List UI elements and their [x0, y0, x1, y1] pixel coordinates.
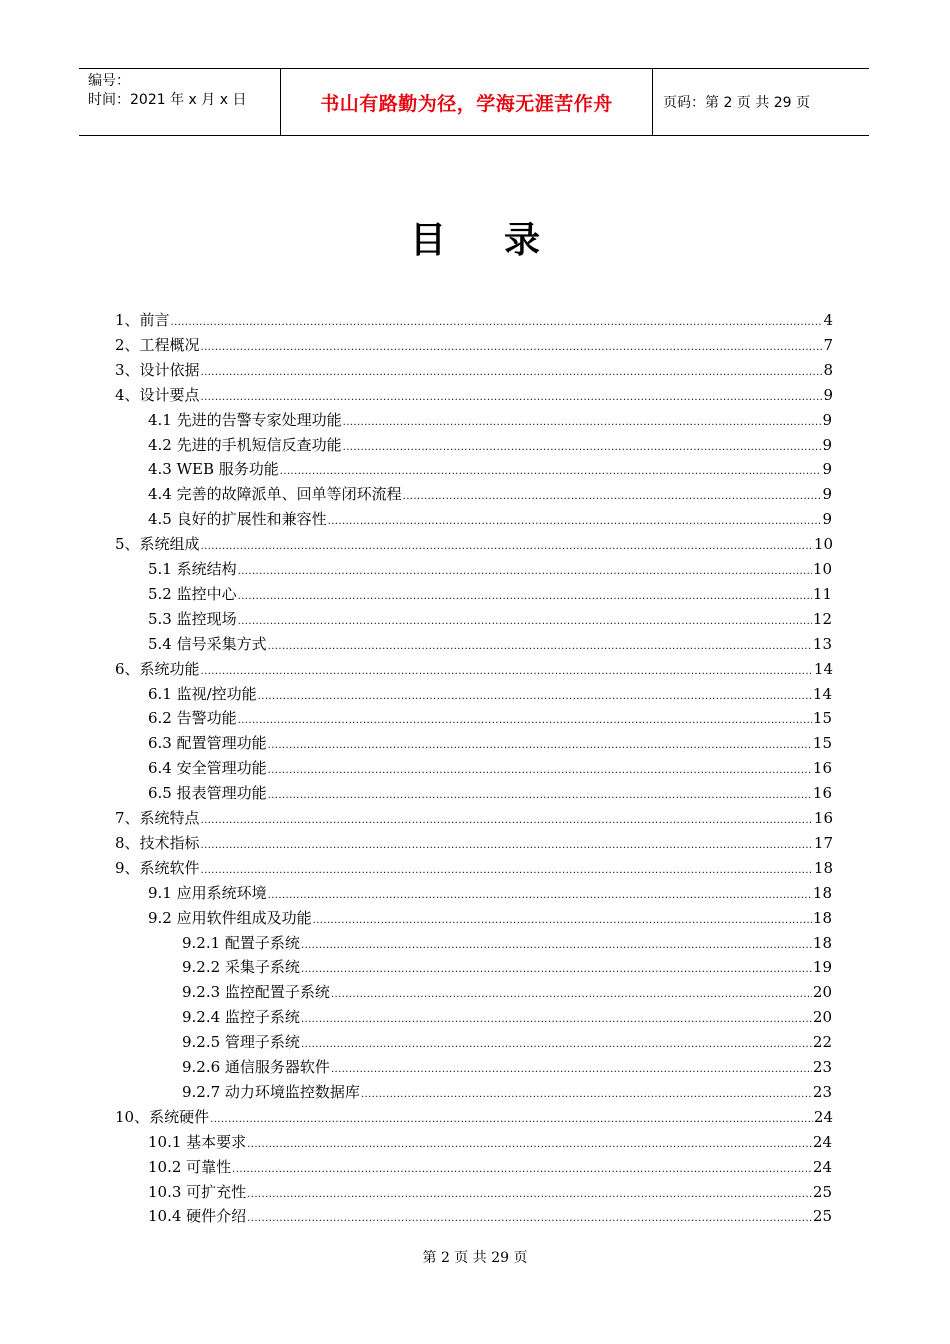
toc-entry-page: 18 [813, 859, 833, 877]
toc-entry-title: 4.2 先进的手机短信反查功能 [148, 436, 342, 454]
toc-entry[interactable] [115, 1105, 833, 1130]
toc-entry-title: 6.4 安全管理功能 [148, 759, 267, 777]
toc-entry[interactable] [148, 457, 832, 482]
toc-leader-dots [247, 1206, 812, 1231]
toc-entry[interactable] [182, 1055, 832, 1080]
toc-leader-dots [201, 808, 813, 833]
toc-leader-dots [268, 733, 812, 758]
toc-entry-page: 7 [823, 336, 833, 354]
toc-entry-title: 6.1 监视/控功能 [148, 685, 257, 703]
toc-leader-dots [238, 584, 812, 609]
toc-entry[interactable] [115, 657, 833, 682]
toc-entry-page: 9 [822, 460, 832, 478]
toc-leader-dots [331, 1057, 812, 1082]
toc-entry-page: 24 [813, 1108, 833, 1126]
toc-leader-dots [201, 858, 813, 883]
toc-entry-page: 8 [823, 361, 833, 379]
toc-entry[interactable] [115, 333, 833, 358]
toc-entry[interactable] [182, 980, 832, 1005]
toc-entry[interactable] [148, 607, 832, 632]
number-label: 编号： [88, 73, 130, 89]
toc-entry-page: 16 [813, 809, 833, 827]
toc-leader-dots [331, 982, 812, 1007]
toc-leader-dots [301, 957, 812, 982]
toc-entry[interactable] [148, 881, 832, 906]
toc-entry-title: 4.3 WEB 服务功能 [148, 460, 279, 478]
toc-leader-dots [201, 534, 813, 559]
toc-entry-page: 11 [812, 585, 832, 603]
toc-entry-title: 8、技术指标 [115, 834, 200, 852]
toc-entry[interactable] [148, 706, 832, 731]
toc-entry-title: 9.2.4 监控子系统 [182, 1008, 300, 1026]
toc-entry[interactable] [182, 1080, 832, 1105]
toc-entry-page: 9 [822, 411, 832, 429]
header-meta [79, 69, 281, 135]
toc-entry[interactable] [148, 557, 832, 582]
toc-entry-page: 24 [812, 1158, 832, 1176]
toc-entry[interactable] [148, 582, 832, 607]
toc-entry-title: 10.4 硬件介绍 [148, 1207, 247, 1225]
toc-leader-dots [268, 634, 812, 659]
toc-leader-dots [313, 908, 812, 933]
toc-entry-page: 23 [812, 1058, 832, 1076]
toc-entry[interactable] [148, 1180, 832, 1205]
toc-entry-title: 9.2.2 采集子系统 [182, 958, 300, 976]
toc-entry-title: 6.5 报表管理功能 [148, 784, 267, 802]
toc-entry-page: 12 [812, 610, 832, 628]
toc-entry[interactable] [148, 731, 832, 756]
toc-entry-title: 10.3 可扩充性 [148, 1183, 247, 1201]
toc-entry[interactable] [148, 1204, 832, 1229]
toc-entry-page: 25 [812, 1207, 832, 1225]
toc-entry-page: 18 [812, 909, 832, 927]
toc-entry-page: 10 [813, 535, 833, 553]
toc-leader-dots [268, 783, 812, 808]
toc-entry-title: 5.4 信号采集方式 [148, 635, 267, 653]
toc-entry-title: 6.2 告警功能 [148, 709, 237, 727]
toc-leader-dots [171, 310, 823, 335]
toc-entry-page: 18 [812, 934, 832, 952]
toc-entry-title: 1、前言 [115, 311, 170, 329]
toc-entry[interactable] [148, 1155, 832, 1180]
toc-entry-title: 6、系统功能 [115, 660, 200, 678]
page-header [79, 68, 869, 136]
toc-entry-title: 6.3 配置管理功能 [148, 734, 267, 752]
toc-leader-dots [361, 1082, 812, 1107]
toc-entry-page: 9 [822, 485, 832, 503]
toc-entry-page: 14 [813, 660, 833, 678]
toc-entry[interactable] [148, 482, 832, 507]
toc-entry[interactable] [115, 532, 833, 557]
toc-leader-dots [268, 883, 812, 908]
time-text: 时间：2021 年 x 月 x 日 [88, 92, 247, 108]
toc-leader-dots [201, 833, 813, 858]
toc-entry[interactable] [148, 906, 832, 931]
toc-entry-page: 16 [812, 759, 832, 777]
toc-entry-title: 5.2 监控中心 [148, 585, 237, 603]
toc-entry[interactable] [148, 756, 832, 781]
toc-entry[interactable] [182, 955, 832, 980]
toc-leader-dots [301, 1032, 812, 1057]
toc-leader-dots [210, 1107, 813, 1132]
toc-leader-dots [238, 559, 812, 584]
toc-entry[interactable] [148, 408, 832, 433]
toc-entry-page: 24 [812, 1133, 832, 1151]
toc-entry-title: 4.4 完善的故障派单、回单等闭环流程 [148, 485, 402, 503]
toc-entry-page: 20 [812, 983, 832, 1001]
toc-entry-title: 7、系统特点 [115, 809, 200, 827]
page-title: 目录 [409, 220, 598, 261]
toc-entry[interactable] [148, 632, 832, 657]
toc-entry-title: 9.2.3 监控配置子系统 [182, 983, 330, 1001]
toc-entry-title: 9.2.6 通信服务器软件 [182, 1058, 330, 1076]
toc-entry[interactable] [182, 1005, 832, 1030]
toc-entry-page: 9 [822, 436, 832, 454]
toc-entry-page: 22 [812, 1033, 832, 1051]
toc-entry-title: 9.2.7 动力环境监控数据库 [182, 1083, 360, 1101]
toc-entry-title: 5.1 系统结构 [148, 560, 237, 578]
toc-entry-page: 23 [812, 1083, 832, 1101]
toc-entry-title: 9.2.1 配置子系统 [182, 934, 300, 952]
toc-leader-dots [201, 335, 823, 360]
toc-entry[interactable] [115, 383, 833, 408]
toc-leader-dots [268, 758, 812, 783]
toc-entry-page: 19 [812, 958, 832, 976]
header-page-info: 页码：第 2 页 共 29 页 [663, 95, 810, 111]
toc-entry-page: 9 [823, 386, 833, 404]
toc-leader-dots [247, 1132, 812, 1157]
toc-entry[interactable] [148, 781, 832, 806]
toc-leader-dots [343, 410, 822, 435]
toc-entry[interactable] [148, 433, 832, 458]
toc-leader-dots [403, 484, 822, 509]
toc-entry[interactable] [148, 682, 832, 707]
toc-entry[interactable] [148, 507, 832, 532]
toc-entry-page: 17 [813, 834, 833, 852]
toc-entry-title: 9.2.5 管理子系统 [182, 1033, 300, 1051]
toc-leader-dots [201, 385, 823, 410]
toc-leader-dots [201, 659, 813, 684]
toc-entry-page: 15 [812, 709, 832, 727]
toc-entry-page: 14 [812, 685, 832, 703]
toc-entry-title: 4、设计要点 [115, 386, 200, 404]
toc-entry-title: 3、设计依据 [115, 361, 200, 379]
toc-entry[interactable] [182, 1030, 832, 1055]
toc-entry-title: 10、系统硬件 [115, 1108, 210, 1126]
toc-entry-page: 18 [812, 884, 832, 902]
header-motto: 书山有路勤为径，学海无涯苦作舟 [281, 69, 653, 135]
toc-entry-title: 9、系统软件 [115, 859, 200, 877]
toc-entry-title: 5.3 监控现场 [148, 610, 237, 628]
toc-entry[interactable] [115, 831, 833, 856]
toc-entry[interactable] [115, 308, 833, 333]
page-footer: 第 2 页 共 29 页 [422, 1250, 528, 1266]
toc-leader-dots [280, 459, 822, 484]
toc-entry-page: 16 [812, 784, 832, 802]
toc-entry-title: 5、系统组成 [115, 535, 200, 553]
toc-entry-page: 4 [823, 311, 833, 329]
toc-entry-page: 20 [812, 1008, 832, 1026]
toc-entry-page: 13 [812, 635, 832, 653]
toc-entry[interactable] [182, 931, 832, 956]
toc-entry-title: 9.2 应用软件组成及功能 [148, 909, 312, 927]
toc-entry-title: 10.2 可靠性 [148, 1158, 232, 1176]
toc-entry-title: 10.1 基本要求 [148, 1133, 247, 1151]
toc-leader-dots [328, 509, 822, 534]
toc-entry-title: 2、工程概况 [115, 336, 200, 354]
toc-entry[interactable] [148, 1130, 832, 1155]
toc-leader-dots [301, 1007, 812, 1032]
toc-entry[interactable] [115, 358, 833, 383]
toc-entry-title: 9.1 应用系统环境 [148, 884, 267, 902]
toc-leader-dots [238, 708, 812, 733]
toc-entry-title: 4.5 良好的扩展性和兼容性 [148, 510, 327, 528]
toc-entry[interactable] [115, 806, 833, 831]
toc-entry-page: 9 [822, 510, 832, 528]
toc-entry-title: 4.1 先进的告警专家处理功能 [148, 411, 342, 429]
toc-leader-dots [201, 360, 823, 385]
toc-entry-page: 25 [812, 1183, 832, 1201]
toc-leader-dots [238, 609, 812, 634]
toc-entry[interactable] [115, 856, 833, 881]
toc-entry-page: 15 [812, 734, 832, 752]
toc-entry-page: 10 [812, 560, 832, 578]
toc-leader-dots [232, 1157, 812, 1182]
